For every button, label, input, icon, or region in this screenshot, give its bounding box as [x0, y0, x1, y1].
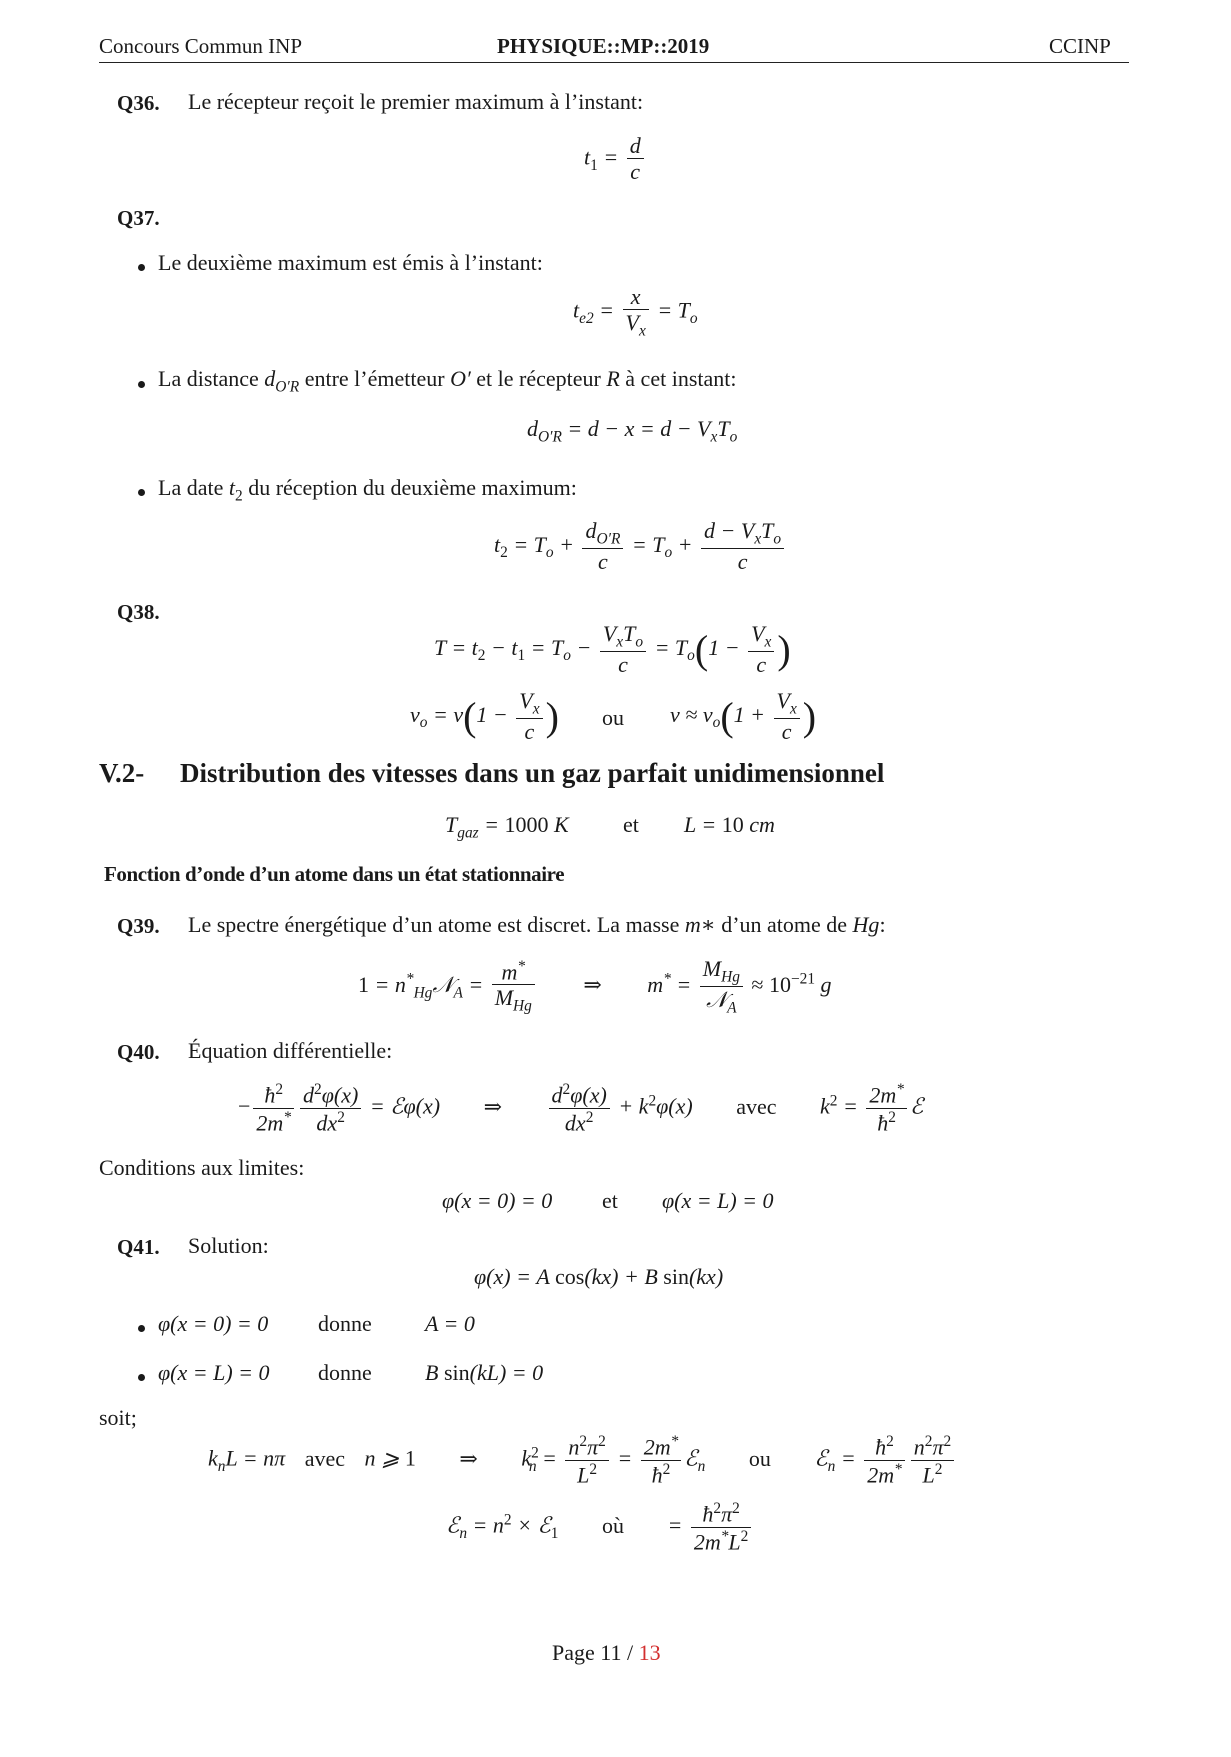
q41-soit: soit;	[99, 1405, 137, 1430]
q40-et: et	[602, 1188, 618, 1213]
q40-bc2: φ(x = L) = 0	[662, 1188, 774, 1213]
params-et: et	[623, 812, 639, 837]
subsection-title: Fonction d’onde d’un atome dans un état stationnaire	[104, 862, 565, 886]
q38-ou: ou	[602, 705, 624, 730]
q40-bc1: φ(x = 0) = 0	[442, 1188, 553, 1213]
q41-bc2-result: B sin(kL) = 0	[425, 1360, 544, 1385]
q37-equation1: $t_{e2}$ = $\frac{x}{V_x}$ = $T_o$	[573, 284, 698, 340]
bullet	[138, 264, 145, 271]
q41-solution: φ(x) = A cos(kx) + B sin(kx)	[474, 1264, 724, 1289]
header-rule	[99, 62, 1129, 63]
header-center: PHYSIQUE::MP::2019	[497, 34, 710, 58]
q36-label: Q36.	[117, 91, 160, 115]
q41-label: Q41.	[117, 1235, 160, 1259]
q38-label: Q38.	[117, 600, 160, 624]
q38-equation1: $T = t_2 - t_1 = T_o$ − $\frac{V_xT_o}{c}$ = $T_o(1$ − $\frac{V_x}{c}$ )	[434, 621, 791, 678]
q37-bullet3: La date $t_2$ du réception du deuxième maximum:	[158, 475, 577, 505]
q36-equation: $t_1$ = $\frac{d}{c}$	[584, 133, 647, 186]
q41-bc1-result: A = 0	[425, 1311, 475, 1336]
q37-bullet1: Le deuxième maximum est émis à l’instant:	[158, 250, 543, 275]
q41-text: Solution:	[188, 1233, 269, 1258]
page-number: Page 11 / 13	[552, 1640, 661, 1665]
q37-equation2: $d_{O'R} = d - x = d - V_xT_o$	[527, 416, 738, 446]
bullet	[138, 1374, 145, 1381]
page-total[interactable]: 13	[638, 1640, 661, 1665]
q37-label: Q37.	[117, 206, 160, 230]
params-tgaz: $T_{gaz} = 1000$ K	[445, 812, 569, 842]
q41-donne1: donne	[318, 1311, 372, 1336]
q37-bullet2: La distance $d_{O'R}$ entre l’émetteur O′ et le récepteur R à cet instant:	[158, 366, 737, 396]
bullet	[138, 489, 145, 496]
bullet	[138, 1325, 145, 1332]
q40-text: Équation différentielle:	[188, 1038, 393, 1063]
q39-equation: $1 = n^*_{Hg}𝒩_A$ = $\frac{m^*}{M_{Hg}}$ ⇒ m* = $\frac{M_{Hg}}{𝒩_A}$ ≈ $10^{-21}$ g	[358, 956, 832, 1017]
header-left: Concours Commun INP	[99, 34, 303, 58]
q41-bc1-left: φ(x = 0) = 0	[158, 1311, 269, 1336]
q36-text: Le récepteur reçoit le premier maximum à l’instant:	[188, 89, 644, 114]
header-right: CCINP	[1049, 34, 1111, 58]
section-number: V.2-	[99, 758, 145, 788]
q39-label: Q39.	[117, 914, 160, 938]
q37-equation3: $t_2 = T_o$ + $\frac{d_{O'R}}{c}$ = $T_o$ + $\frac{d - V_xT_o}{c}$	[494, 518, 787, 575]
q40-conditions: Conditions aux limites:	[99, 1155, 305, 1180]
q41-bc2-left: φ(x = L) = 0	[158, 1360, 270, 1385]
q39-text: Le spectre énergétique d’un atome est discret. La masse m∗ d’un atome de Hg:	[188, 912, 886, 937]
q38-equation2: $\nu_o = \nu(1$ − $\frac{V_x}{c}$ )	[410, 688, 559, 745]
section-title: Distribution des vitesses dans un gaz parfait unidimensionnel	[180, 758, 885, 788]
q40-label: Q40.	[117, 1040, 160, 1064]
q41-donne2: donne	[318, 1360, 372, 1385]
q40-equation: − $\frac{ħ^2}{2m^*}$ $\frac{d^2\varphi(x)}{dx^2}$ = ℰφ(x) ⇒ $\frac{d^2\varphi(x)}{dx^2}$ + $k^2\varphi(x)$ avec $k^2$ = $\frac{2m^*}{ħ^2}$ ℰ	[238, 1081, 924, 1135]
q41-energy-levels: ℰ$_n$ = $n^2$ × ℰ$_1$ où = $\frac{ħ^2\pi^2}{2m^*L^2}$	[446, 1500, 754, 1555]
q38-equation3: $\nu \approx \nu_o(1$ + $\frac{V_x}{c}$ )	[670, 688, 817, 745]
q41-quantization: $k_nL = n\pi$ avec n ⩾ 1 ⇒ $k^2_n$ = $\frac{n^2\pi^2}{L^2}$ = $\frac{2m^*}{ħ^2}$ ℰ$_n$ ou ℰ$_n$ = $\frac{ħ^2}{2m^*}$ $\frac{n^2\pi^2}{L^2}$	[208, 1433, 957, 1488]
bullet	[138, 381, 145, 388]
params-length: L = 10 cm	[684, 812, 775, 837]
